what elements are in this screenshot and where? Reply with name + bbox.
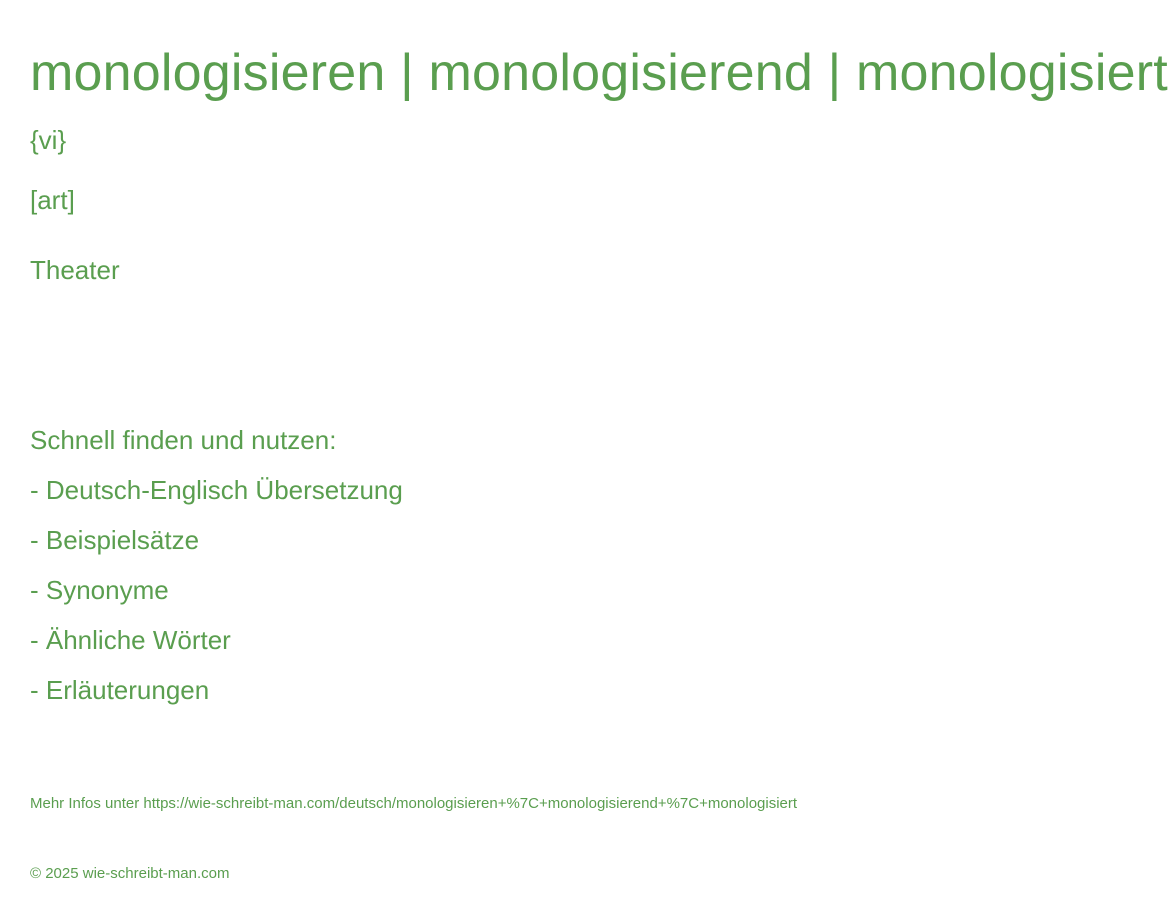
quick-link-example-sentences[interactable]: - Beispielsätze [30,525,200,555]
quick-links-heading: Schnell finden und nutzen: [30,425,337,455]
register-label: [art] [30,185,75,215]
quick-link-similar-words[interactable]: - Ähnliche Wörter [30,625,231,655]
more-info-link[interactable]: Mehr Infos unter https://wie-schreibt-man.com/deutsch/monologisieren+%7C+monologisierend+%7C+monologisiert [30,795,798,812]
copyright-notice: © 2025 wie-schreibt-man.com [30,865,230,882]
page-title: monologisieren | monologisierend | monologisiert [30,44,1168,102]
quick-link-explanations[interactable]: - Erläuterungen [30,675,210,705]
subject-field: Theater [30,255,120,285]
quick-link-synonyms[interactable]: - Synonyme [30,575,169,605]
quick-link-translation[interactable]: - Deutsch-Englisch Übersetzung [30,475,403,505]
part-of-speech: {vi} [30,125,67,155]
